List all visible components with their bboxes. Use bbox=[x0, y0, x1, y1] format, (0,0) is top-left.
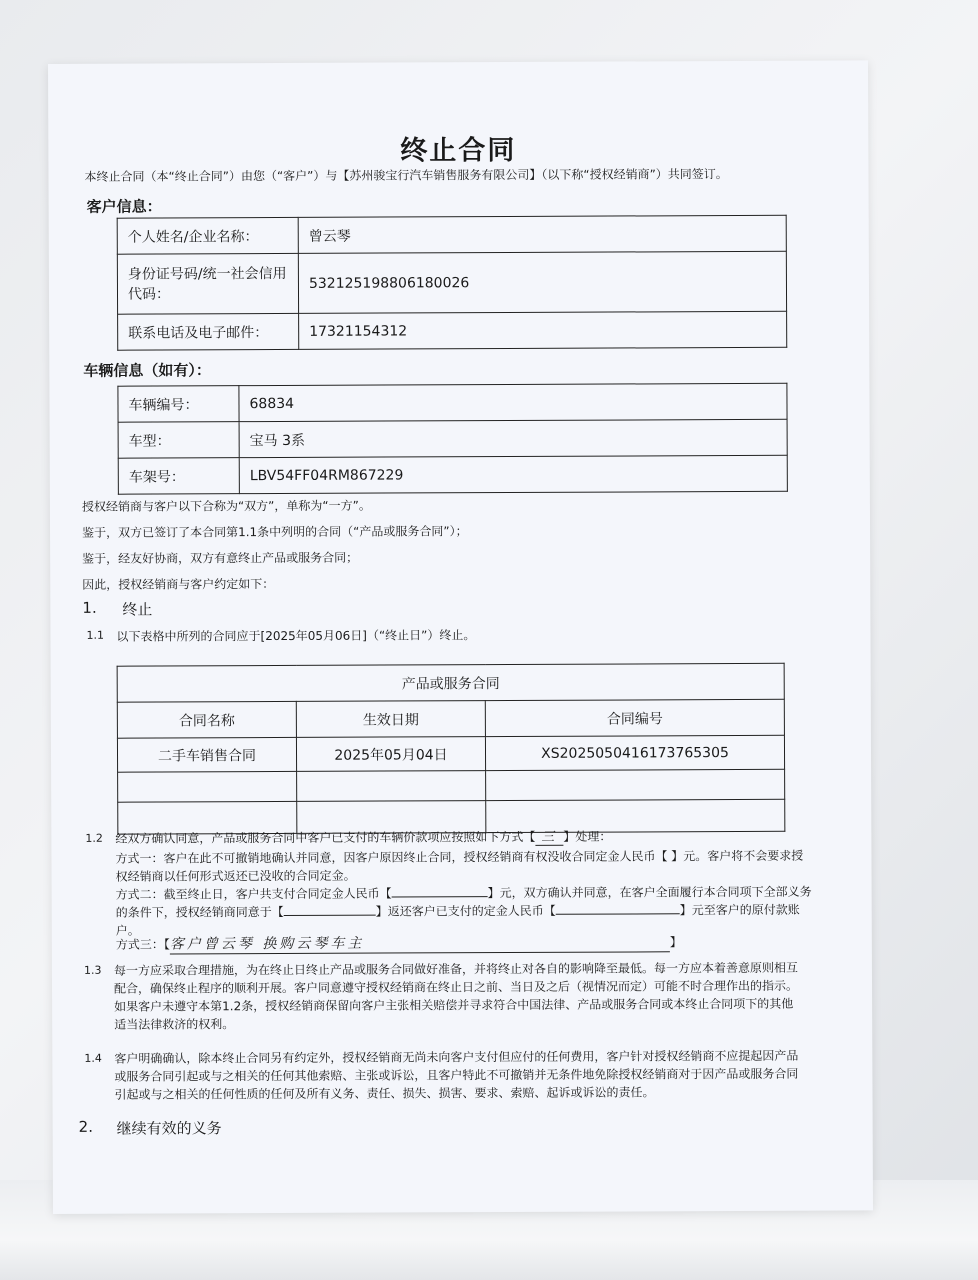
option-1-line-2: 权经销商以任何形式返还已没收的合同定金。 bbox=[115, 868, 356, 884]
blank-field bbox=[284, 915, 376, 916]
customer-contact-label: 联系电话及电子邮件： bbox=[118, 313, 299, 350]
option-2-line-2 bbox=[116, 901, 800, 922]
vin-label: 车架号： bbox=[118, 458, 239, 495]
table-row bbox=[118, 311, 787, 350]
option-2-text-d: 】返还客户已支付的定金人民币【 bbox=[375, 903, 556, 919]
table-row bbox=[117, 215, 786, 254]
whereas-paragraph-1: 鉴于，双方已签订了本合同第1.1条中列明的合同（“产品或服务合同”）； bbox=[82, 524, 468, 540]
table-row bbox=[117, 735, 784, 772]
option-2-text-e: 】元至客户的原付款账 bbox=[679, 902, 800, 918]
contract-number-cell: XS2025050416173765305 bbox=[485, 735, 784, 770]
customer-contact-value: 17321154312 bbox=[299, 311, 787, 349]
whereas-paragraph-2: 鉴于，经友好协商，双方有意终止产品或服务合同； bbox=[82, 550, 359, 566]
clause-1-3-number: 1.3 bbox=[83, 963, 102, 977]
empty-cell bbox=[118, 771, 297, 802]
section-2-number: 2. bbox=[78, 1117, 93, 1136]
option-3-text-b: 】 bbox=[669, 935, 682, 950]
vin-value: LBV54FF04RM867229 bbox=[239, 455, 787, 493]
clause-1-3-line-2: 配合，确保终止程序的顺利开展。客户同意遵守授权经销商在终止日之前、当日及之后（视情况而定）可能不时合理作出的指示。 bbox=[114, 978, 799, 996]
parties-paragraph: 授权经销商与客户以下合称为“双方”，单称为“一方”。 bbox=[81, 498, 371, 514]
clause-1-4-line-2: 或服务合同引起或与之相关的任何其他索赔、主张或诉讼，且客户特此不可撤销并无条件地免除授权经销商对于因产品或服务合同 bbox=[114, 1066, 799, 1084]
vehicle-info-table bbox=[117, 383, 787, 495]
table-header-row bbox=[117, 663, 784, 702]
handwritten-option-3: 客户曾云琴 换购云琴车主 bbox=[170, 933, 670, 954]
column-header-date: 生效日期 bbox=[296, 701, 485, 738]
clause-1-2-line bbox=[115, 828, 611, 849]
vehicle-model-label: 车型： bbox=[118, 422, 239, 459]
contract-name-cell: 二手车销售合同 bbox=[117, 737, 296, 772]
table-row bbox=[118, 455, 787, 494]
customer-info-heading: 客户信息： bbox=[86, 197, 162, 216]
empty-cell bbox=[486, 769, 785, 800]
blank-field bbox=[556, 913, 680, 915]
option-3-line bbox=[116, 933, 682, 954]
option-1-line-1: 方式一：客户在此不可撤销地确认并同意，因客户原因终止合同，授权经销商有权没收合同定金人民币【 】元。客户将不会要求授 bbox=[115, 848, 804, 866]
customer-info-table bbox=[117, 215, 788, 351]
option-2-line-3: 户。 bbox=[115, 923, 140, 938]
vehicle-info-heading: 车辆信息（如有）： bbox=[83, 361, 211, 380]
clause-1-4-line-3: 引起或与之相关的任何性质的任何及所有义务、责任、损失、损害、要求、索赔、起诉或诉讼的责任。 bbox=[114, 1085, 655, 1102]
option-3-text-a: 方式三：【 bbox=[115, 937, 170, 952]
section-1-number: 1. bbox=[82, 598, 97, 617]
clause-1-3-line-3: 如果客户未遵守本第1.2条，授权经销商保留向客户主张相关赔偿并寻求符合中国法律、产品或服务合同或本终止合同项下的其他 bbox=[114, 996, 794, 1014]
clause-1-2-text-b: 】处理： bbox=[563, 829, 612, 844]
handwritten-choice: 三 bbox=[535, 830, 563, 846]
document-title: 终止合同 bbox=[400, 134, 517, 167]
customer-id-value: 532125198806180026 bbox=[298, 251, 786, 313]
option-2-text-a: 方式二：截至终止日，客户共支付合同定金人民币【 bbox=[115, 886, 392, 902]
table-row bbox=[118, 419, 787, 458]
customer-name-value: 曾云琴 bbox=[298, 215, 786, 253]
option-2-text-b: 】元，双方确认并同意，在客户全面履行本合同项下全部义务 bbox=[487, 884, 812, 901]
clause-1-2-text-a: 经双方确认同意，产品或服务合同中客户已支付的车辆价款项应按照如下方式【 bbox=[115, 829, 536, 846]
column-header-number: 合同编号 bbox=[485, 699, 784, 736]
option-2-text-c: 的条件下，授权经销商同意于【 bbox=[115, 904, 284, 920]
contract-date-cell: 2025年05月04日 bbox=[296, 737, 485, 772]
therefore-paragraph: 因此，授权经销商与客户约定如下： bbox=[82, 577, 275, 592]
table-row bbox=[117, 251, 786, 314]
contract-paper bbox=[48, 60, 873, 1214]
table-row bbox=[118, 769, 785, 802]
contract-table-header: 产品或服务合同 bbox=[117, 663, 784, 702]
section-1-title: 终止 bbox=[122, 600, 153, 619]
customer-name-label: 个人姓名/企业名称： bbox=[117, 217, 298, 254]
section-2-title: 继续有效的义务 bbox=[116, 1119, 222, 1138]
column-header-name: 合同名称 bbox=[117, 701, 296, 738]
blank-field bbox=[392, 896, 488, 897]
clause-1-3-line-1: 每一方应采取合理措施，为在终止日终止产品或服务合同做好准备，并将终止对各自的影响降至最低。每一方应本着善意原则相互 bbox=[113, 960, 798, 978]
clause-1-1-number: 1.1 bbox=[86, 628, 105, 642]
customer-id-label: 身份证号码/统一社会信用代码： bbox=[117, 253, 298, 314]
vehicle-model-value: 宝马 3系 bbox=[239, 419, 787, 457]
clause-1-4-number: 1.4 bbox=[84, 1051, 102, 1065]
clause-1-4-line-1: 客户明确确认，除本终止合同另有约定外，授权经销商无尚未向客户支付但应付的任何费用，客户针对授权经销商不应提起因产品 bbox=[114, 1048, 799, 1066]
table-row bbox=[117, 699, 784, 738]
intro-paragraph: 本终止合同（本“终止合同”）由您（“客户”）与【苏州骏宝行汽车销售服务有限公司】（以下称“授权经销商”）共同签订。 bbox=[84, 167, 728, 184]
empty-cell bbox=[297, 771, 486, 802]
table-row bbox=[118, 383, 787, 422]
clause-1-1-text: 以下表格中所列的合同应于[2025年05月06日]（“终止日”）终止。 bbox=[116, 628, 476, 644]
clause-1-3-line-4: 适当法律救济的权利。 bbox=[114, 1017, 235, 1032]
vehicle-number-value: 68834 bbox=[239, 383, 787, 421]
vehicle-number-label: 车辆编号： bbox=[118, 386, 239, 423]
clause-1-2-number: 1.2 bbox=[85, 831, 103, 845]
contract-table bbox=[117, 663, 786, 835]
